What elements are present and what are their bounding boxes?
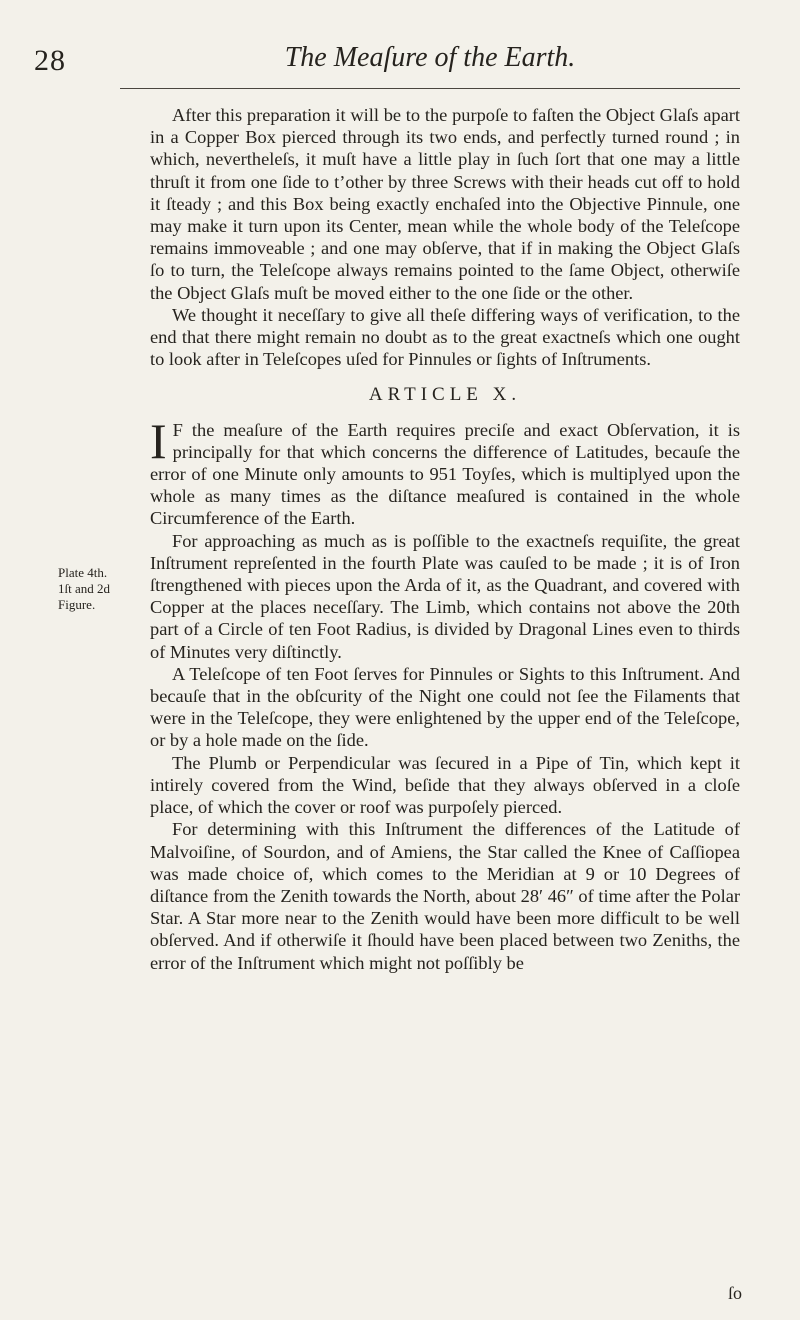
page-number: 28 — [34, 44, 66, 77]
paragraph: For approaching as much as is poſſible to the exactneſs requiſite, the great Inſtrument repreſented in the fourth Plate was cauſed to be made ; it is of Iron ſtrengthened with pieces upon the Arda of it, as the Quadrant, and covered with Copper at the places neceſſary. The Limb, which contains not above the 20th part of a Circle of ten Foot Radius, is divided by Dragonal Lines even to thirds of Minutes very diſtinctly. — [150, 530, 740, 662]
margin-note — [58, 565, 148, 613]
body-text — [150, 104, 740, 974]
paragraph: A Teleſcope of ten Foot ſerves for Pinnules or Sights to this Inſtrument. And becauſe that in the obſcurity of the Night one could not ſee the Filaments that were in the Teleſcope, they were enlightened by the upper end of the Teleſcope, or by a hole made on the ſide. — [150, 663, 740, 751]
article-first-paragraph — [150, 412, 740, 530]
paragraph: We thought it neceſſary to give all theſe differing ways of verification, to the end that there might remain no doubt as to the great exactneſs which one ought to look after in Teleſcopes uſed for Pinnules or ſights of Inſtruments. — [150, 304, 740, 370]
paragraph: For determining with this Inſtrument the differences of the Latitude of Malvoiſine, of Sourdon, and of Amiens, the Star called the Knee of Caſſiopea was made choice of, which comes to the Meridian at 9 or 10 Degrees of diſtance from the Zenith towards the North, about 28′ 46″ of time after the Polar Star. A Star more near to the Zenith would have been more difficult to be well obſerved. And if otherwiſe it ſhould have been placed between two Zeniths, the error of the Inſtrument which might not poſſibly be — [150, 819, 740, 973]
drop-cap: I — [150, 412, 167, 469]
paragraph: The Plumb or Perpendicular was ſecured in a Pipe of Tin, which kept it intirely covered from the Wind, beſide that they always obſerved in a cloſe place, of which the cover or roof was purpoſely pierced. — [150, 752, 740, 818]
running-title: The Meaſure of the Earth. — [284, 42, 576, 73]
margin-note-line: Figure. — [58, 597, 96, 612]
margin-note-line: 1ſt and 2d — [58, 581, 110, 596]
catchword: ſo — [727, 1283, 742, 1303]
article-first-paragraph-text: F the meaſure of the Earth requires preciſe and exact Obſervation, it is principally for that which concerns the difference of Latitudes, becauſe the error of one Minute only amounts to 951 Toyſes, which is multiplyed upon the whole as many times as the diſtance meaſured is contained in the whole Circumference of the Earth. — [150, 419, 740, 529]
page-header — [34, 40, 740, 89]
paragraph: After this preparation it will be to the purpoſe to faſten the Object Glaſs apart in a Copper Box pierced through its two ends, and perfectly turned round ; in which, nevertheleſs, it muſt have a little play in ſuch ſort that one may a little thruſt it from one ſide to t’other by three Screws with their heads cut off to hold it ſteady ; and this Box being exactly enchaſed into the Objective Pinnule, one may make it turn upon its Center, mean while the whole body of the Teleſcope remains immoveable ; and one may obſerve, that if in making the Object Glaſs ſo to turn, the Teleſcope always remains pointed to the ſame Object, otherwiſe the Object Glaſs muſt be moved either to the one ſide or the other. — [150, 105, 740, 303]
margin-note-line: Plate 4th. — [58, 565, 108, 580]
article-heading: ARTICLE X. — [368, 384, 522, 406]
